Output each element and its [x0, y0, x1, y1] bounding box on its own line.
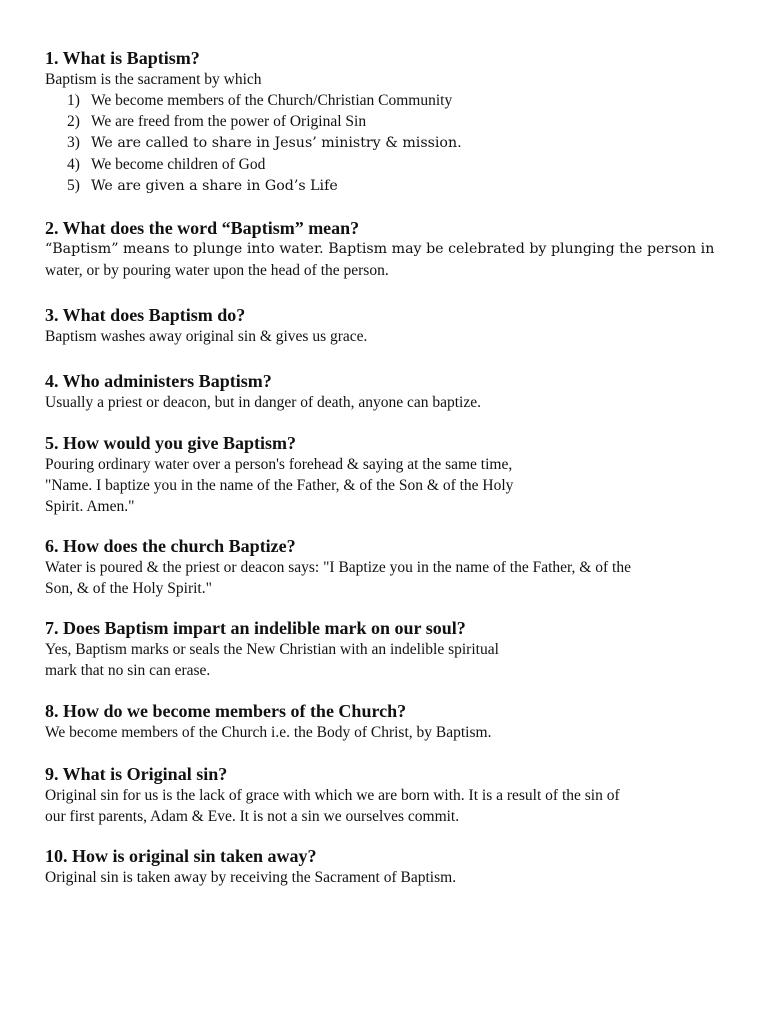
answer-text: Original sin is taken away by receiving the Sacrament of Baptism. [45, 869, 457, 886]
list-item-text: We are freed from the power of Original Sin [91, 113, 367, 130]
section-original-sin-removal [45, 845, 735, 888]
question-heading: 8. How do we become members of the Church? [45, 701, 407, 721]
question-heading: 1. What is Baptism? [45, 48, 200, 68]
list-item-text: We become members of the Church/Christian Community [91, 92, 453, 109]
section-baptism-meaning [45, 217, 735, 281]
answer-text: Usually a priest or deacon, but in danger of death, anyone can baptize. [45, 394, 481, 411]
list-item-text: We are called to share in Jesus’ ministry & mission. [91, 135, 462, 151]
answer-text: Baptism is the sacrament by which [45, 71, 262, 88]
answer-line: “Baptism” means to plunge into water. Baptism may be celebrated by plunging the person in [45, 241, 715, 257]
list-item-number: 1) [67, 92, 80, 109]
answer-line: "Name. I baptize you in the name of the Father, & of the Son & of the Holy [45, 477, 514, 494]
section-how-to-give [45, 432, 735, 517]
section-who-administers [45, 370, 735, 413]
answer-line: Water is poured & the priest or deacon says: "I Baptize you in the name of the Father, & of the [45, 559, 631, 576]
answer-line: water, or by pouring water upon the head of the person. [45, 262, 389, 279]
question-heading: 6. How does the church Baptize? [45, 536, 296, 556]
question-heading: 3. What does Baptism do? [45, 305, 246, 325]
list-item-number: 3) [67, 134, 80, 151]
answer-line: Original sin for us is the lack of grace with which we are born with. It is a result of the sin of [45, 787, 620, 804]
document-page [45, 47, 735, 908]
numbered-list [45, 90, 735, 197]
answer-line: Yes, Baptism marks or seals the New Christian with an indelible spiritual [45, 641, 499, 658]
section-church-baptize [45, 535, 735, 599]
question-heading: 7. Does Baptism impart an indelible mark on our soul? [45, 618, 466, 638]
list-item-text: We become children of God [91, 156, 266, 173]
list-item [67, 111, 735, 132]
question-heading: 10. How is original sin taken away? [45, 846, 317, 866]
list-item [67, 132, 735, 154]
section-indelible-mark [45, 617, 735, 681]
question-heading: 5. How would you give Baptism? [45, 433, 297, 453]
answer-line: our first parents, Adam & Eve. It is not a sin we ourselves commit. [45, 808, 460, 825]
list-item-number: 2) [67, 113, 80, 130]
section-original-sin [45, 763, 735, 827]
answer-line: Spirit. Amen." [45, 498, 135, 515]
list-item [67, 175, 735, 197]
list-item-number: 4) [67, 156, 80, 173]
answer-line: Pouring ordinary water over a person's forehead & saying at the same time, [45, 456, 513, 473]
answer-text: We become members of the Church i.e. the Body of Christ, by Baptism. [45, 724, 492, 741]
section-baptism-effect [45, 304, 735, 347]
list-item-text: We are given a share in God’s Life [91, 178, 338, 194]
list-item [67, 154, 735, 175]
answer-line: mark that no sin can erase. [45, 662, 211, 679]
section-church-members [45, 700, 735, 743]
question-heading: 4. Who administers Baptism? [45, 371, 272, 391]
list-item [67, 90, 735, 111]
answer-line: Son, & of the Holy Spirit." [45, 580, 212, 597]
question-heading: 9. What is Original sin? [45, 764, 228, 784]
question-heading: 2. What does the word “Baptism” mean? [45, 218, 360, 238]
list-item-number: 5) [67, 177, 80, 194]
answer-text: Baptism washes away original sin & gives us grace. [45, 328, 368, 345]
section-what-is-baptism [45, 47, 735, 197]
